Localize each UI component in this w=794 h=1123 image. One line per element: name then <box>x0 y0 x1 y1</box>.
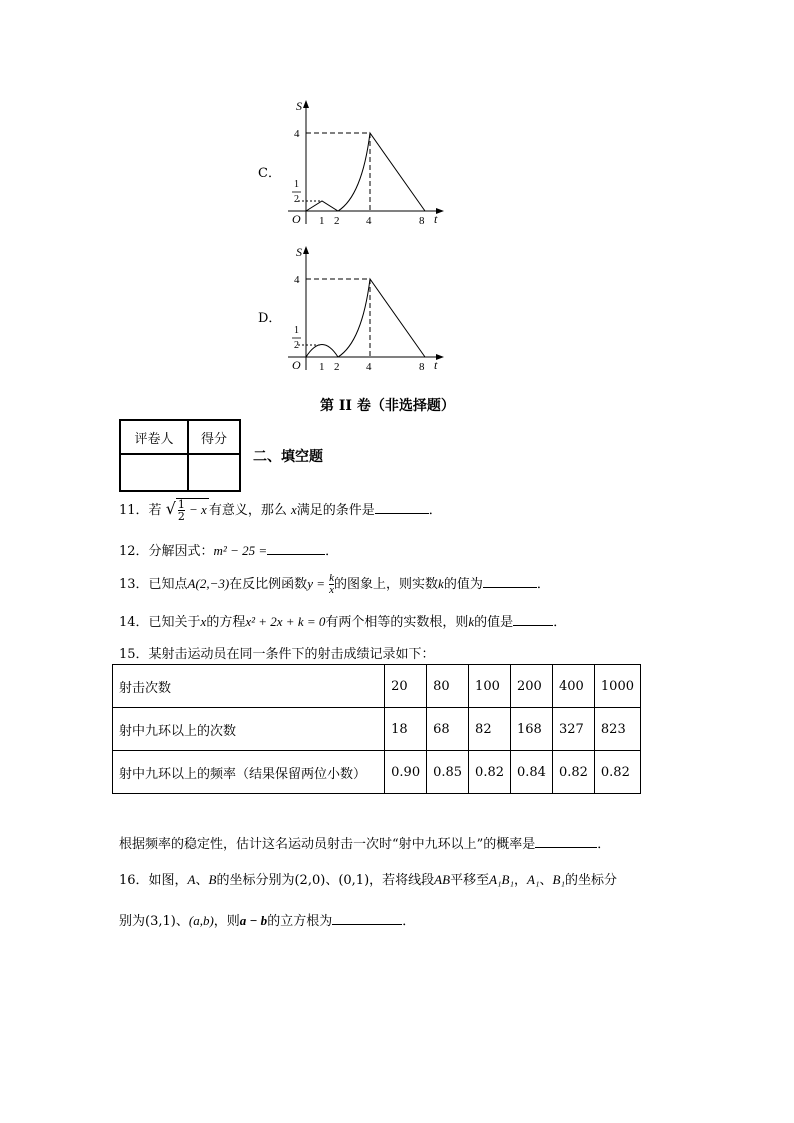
q11-x: x <box>290 502 297 517</box>
axis-y-label: S <box>296 245 302 259</box>
x-tick-1: 1 <box>319 215 325 227</box>
curve <box>306 279 425 357</box>
y-tick-half-den: 2 <box>294 340 299 351</box>
question-14: 14．已知关于x的方程x² + 2x + k = 0有两个相等的实数根，则k的值是 ． <box>119 614 567 630</box>
axis-y-label: S <box>296 99 302 113</box>
question-16-line1: 16．如图，A、B的坐标分别为(2,0)、(0,1)，若将线段AB平移至A₁B₁，A₁、B₁的坐标分 <box>119 872 617 888</box>
origin-label: O <box>292 358 301 372</box>
q11-blank[interactable] <box>375 501 429 514</box>
question-15: 15．某射击运动员在同一条件下的射击成绩记录如下： <box>119 647 435 662</box>
table-cell: 400 <box>552 665 594 708</box>
x-tick-2: 2 <box>334 361 340 373</box>
x-tick-1: 1 <box>319 361 325 373</box>
q13-pre: 13．已知点 <box>119 577 188 592</box>
x-tick-4: 4 <box>366 215 372 227</box>
table-row <box>113 665 641 708</box>
origin-label: O <box>292 212 301 226</box>
q13-mid: 在反比例函数 <box>229 577 308 592</box>
question-12: 12．分解因式：m² − 25 = ． <box>119 543 339 559</box>
x-tick-2: 2 <box>334 215 340 227</box>
q13-k: k <box>438 576 444 591</box>
score-box <box>119 419 241 492</box>
q14-k: k <box>468 614 475 629</box>
score-box-col1: 评卷人 <box>120 420 188 454</box>
table-cell: 200 <box>511 665 553 708</box>
graph-c <box>282 96 452 230</box>
table-cell: 0.84 <box>511 751 553 794</box>
q11-end: 满足的条件是 <box>296 503 375 518</box>
table-cell: 68 <box>427 708 469 751</box>
q13-point: A(2,−3) <box>187 576 230 591</box>
table-cell: 327 <box>552 708 594 751</box>
x-tick-8: 8 <box>419 361 425 373</box>
table-cell: 0.82 <box>594 751 640 794</box>
y-tick-4: 4 <box>294 128 300 140</box>
y-axis-arrow <box>303 100 309 108</box>
row-label: 射中九环以上的频率（结果保留两位小数） <box>113 751 385 794</box>
section-title: 二、填空题 <box>253 449 323 465</box>
q13-end: 的值为 <box>443 577 483 592</box>
question-15-after: 根据频率的稳定性，估计这名运动员射击一次时“射中九环以上”的概率是 ． <box>119 837 611 852</box>
table-cell: 18 <box>385 708 427 751</box>
curve <box>306 133 425 211</box>
axis-x-label: t <box>434 212 438 226</box>
q13-blank[interactable] <box>483 575 537 588</box>
q13-yeq: y = <box>307 576 325 591</box>
q11-number: 11．若 <box>119 503 162 518</box>
row-label: 射中九环以上的次数 <box>113 708 385 751</box>
q11-minus-x: − x <box>189 502 207 517</box>
q11-frac: $\frac{1}{2}$ <box>177 498 185 523</box>
table-cell: 0.85 <box>427 751 469 794</box>
x-tick-8: 8 <box>419 215 425 227</box>
q14-mid: 的方程 <box>206 615 246 630</box>
table-cell: 168 <box>511 708 553 751</box>
option-c-label: C． <box>258 166 281 181</box>
table-cell: 0.82 <box>469 751 511 794</box>
q14-post: 有两个相等的实数根，则 <box>325 615 469 630</box>
table-cell: 0.82 <box>552 751 594 794</box>
q15-blank[interactable] <box>535 835 597 848</box>
table-cell: 82 <box>469 708 511 751</box>
sqrt-sign: √ <box>165 499 176 518</box>
table-cell: 80 <box>427 665 469 708</box>
y-tick-half-num: 1 <box>294 179 299 190</box>
y-tick-half-den: 2 <box>294 194 299 205</box>
question-11: 11．若 √ $\frac{1}{2}$ − x 有意义，那么 x满足的条件是 ． <box>119 498 442 523</box>
score-box-col2: 得分 <box>188 420 240 454</box>
q12-expr: m² − 25 = <box>213 543 268 558</box>
q13-post: 的图象上，则实数 <box>334 577 439 592</box>
q13-frac: $\frac{k}{x}$ <box>329 572 335 596</box>
question-16-line2: 别为(3,1)、(a,b)，则a − b的立方根为 ． <box>119 913 416 929</box>
q14-pre: 14．已知关于 <box>119 615 201 630</box>
row-label: 射击次数 <box>113 665 385 708</box>
score-box-cell1 <box>120 454 188 491</box>
y-tick-4: 4 <box>294 274 300 286</box>
q12-text: 12．分解因式： <box>119 544 214 559</box>
question-13: 13．已知点A(2,−3)在反比例函数y = $\frac{k}{x}$ 的图象上，则实数k的值为 ． <box>119 572 550 596</box>
q14-eq: x² + 2x + k = 0 <box>245 614 326 629</box>
volume-title: 第 II 卷（非选择题） <box>320 398 455 414</box>
table-cell: 0.90 <box>385 751 427 794</box>
table-row <box>113 708 641 751</box>
q14-x: x <box>200 614 207 629</box>
q14-end: 的值是 <box>474 615 514 630</box>
q14-blank[interactable] <box>513 613 553 626</box>
table-cell: 20 <box>385 665 427 708</box>
axis-x-label: t <box>434 358 438 372</box>
graph-d <box>282 242 452 376</box>
table-cell: 823 <box>594 708 640 751</box>
sqrt-body <box>176 498 209 522</box>
y-tick-half-num: 1 <box>294 325 299 336</box>
option-d-label: D． <box>258 311 282 326</box>
score-box-cell2 <box>188 454 240 491</box>
y-axis-arrow <box>303 246 309 254</box>
q16-blank[interactable] <box>332 912 402 925</box>
q11-mid: 有意义，那么 <box>208 503 287 518</box>
table-cell: 1000 <box>594 665 640 708</box>
x-tick-4: 4 <box>366 361 372 373</box>
q12-blank[interactable] <box>267 542 325 555</box>
table-cell: 100 <box>469 665 511 708</box>
table-row <box>113 751 641 794</box>
shooting-table <box>112 664 641 794</box>
